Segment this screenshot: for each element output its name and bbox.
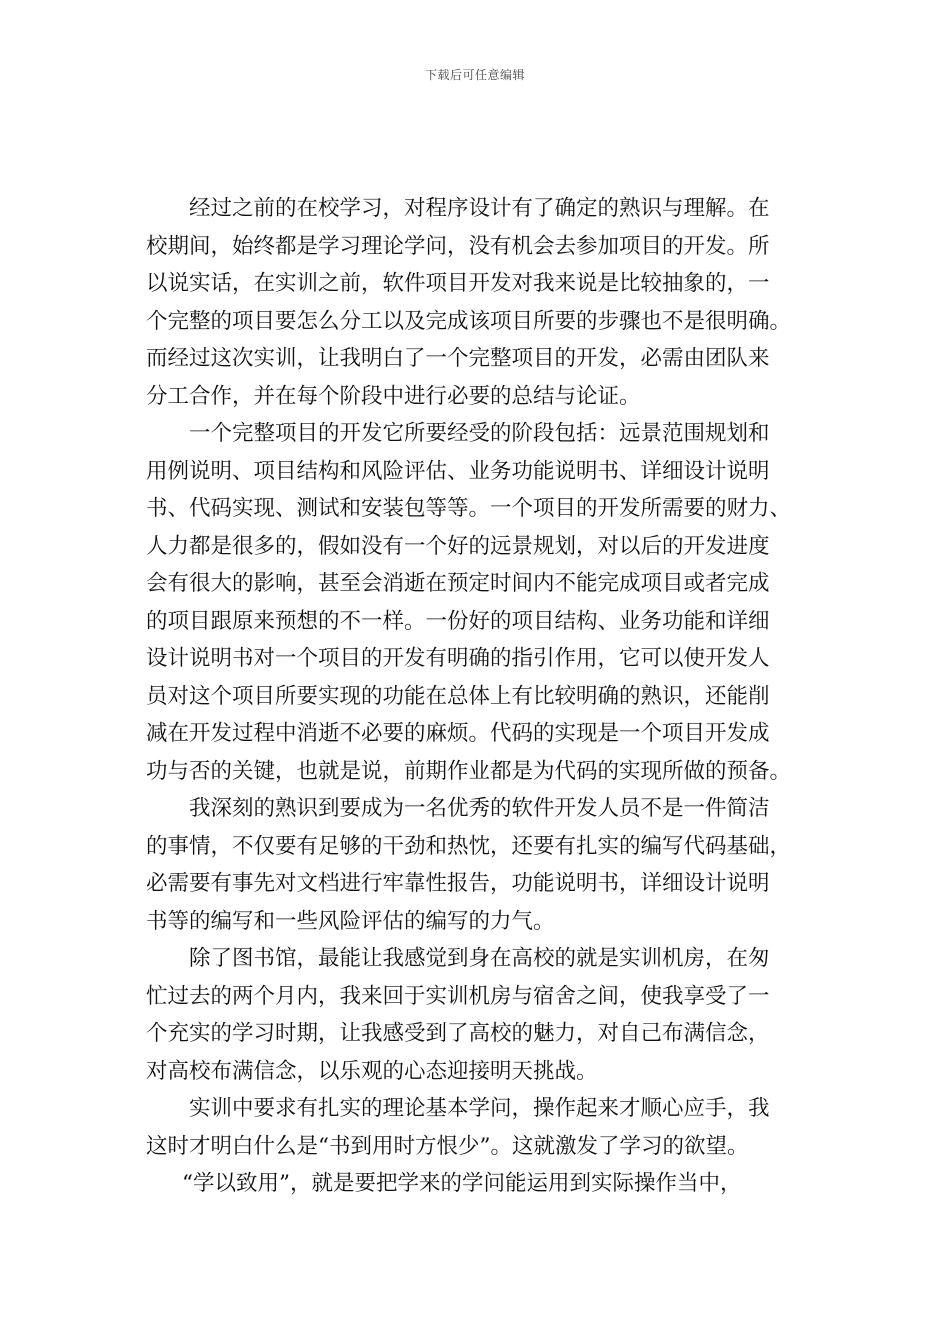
text-line: 除了图书馆，最能让我感觉到身在高校的就是实训机房，在匆 [189, 946, 770, 971]
page-header: 下载后可任意编辑 [424, 68, 525, 82]
document-body [146, 190, 810, 1203]
text-line: 会有很大的影响，甚至会消逝在预定时间内不能完成项目或者完成 [146, 571, 770, 596]
text-line: 用例说明、项目结构和风险评估、业务功能说明书、详细设计说明 [146, 458, 770, 484]
text-line: 经过之前的在校学习，对程序设计有了确定的熟识与理解。在 [189, 196, 770, 221]
text-line: 忙过去的两个月内，我来回于实训机房与宿舍之间，使我享受了一 [146, 983, 770, 1009]
text-line: 个完整的项目要怎么分工以及完成该项目所要的步骤也不是很明确。 [146, 308, 792, 334]
text-line: 书、代码实现、测试和安装包等等。一个项目的开发所需要的财力、 [146, 496, 792, 521]
text-line: 必需要有事先对文档进行牢靠性报告，功能说明书，详细设计说明 [146, 871, 770, 896]
text-line: 一个完整项目的开发它所要经受的阶段包括：远景范围规划和 [189, 421, 770, 446]
text-line: 功与否的关键，也就是说，前期作业都是为代码的实现所做的预备。 [146, 758, 792, 784]
text-line: 的项目跟原来预想的不一样。一份好的项目结构、业务功能和详细 [146, 608, 770, 634]
text-line: 分工合作，并在每个阶段中进行必要的总结与论证。 [146, 383, 641, 409]
text-line: 的事情，不仅要有足够的干劲和热忱，还要有扎实的编写代码基础， [146, 833, 792, 859]
text-line: 而经过这次实训，让我明白了一个完整项目的开发，必需由团队来 [146, 346, 770, 371]
text-line: “学以致用”，就是要把学来的学问能运用到实际操作当中， [182, 1171, 742, 1196]
text-line: 书等的编写和一些风险评估的编写的力气。 [146, 908, 555, 934]
text-line: 减在开发过程中消逝不必要的麻烦。代码的实现是一个项目开发成 [146, 721, 770, 746]
text-line: 这时才明白什么是“书到用时方恨少”。这就激发了学习的欲望。 [146, 1133, 749, 1159]
text-line: 校期间，始终都是学习理论学问，没有机会去参加项目的开发。所 [146, 233, 770, 259]
text-line: 员对这个项目所要实现的功能在总体上有比较明确的熟识，还能削 [146, 683, 770, 709]
text-line: 对高校布满信念，以乐观的心态迎接明天挑战。 [146, 1058, 598, 1084]
text-line: 我深刻的熟识到要成为一名优秀的软件开发人员不是一件简洁 [189, 796, 770, 821]
text-line: 实训中要求有扎实的理论基本学问，操作起来才顺心应手，我 [189, 1096, 770, 1121]
text-line: 人力都是很多的，假如没有一个好的远景规划，对以后的开发进度 [146, 533, 770, 559]
text-line: 个充实的学习时期，让我感受到了高校的魅力，对自己布满信念， [146, 1021, 770, 1046]
text-line: 设计说明书对一个项目的开发有明确的指引作用，它可以使开发人 [146, 646, 770, 671]
text-line: 以说实话，在实训之前，软件项目开发对我来说是比较抽象的，一 [146, 271, 770, 296]
